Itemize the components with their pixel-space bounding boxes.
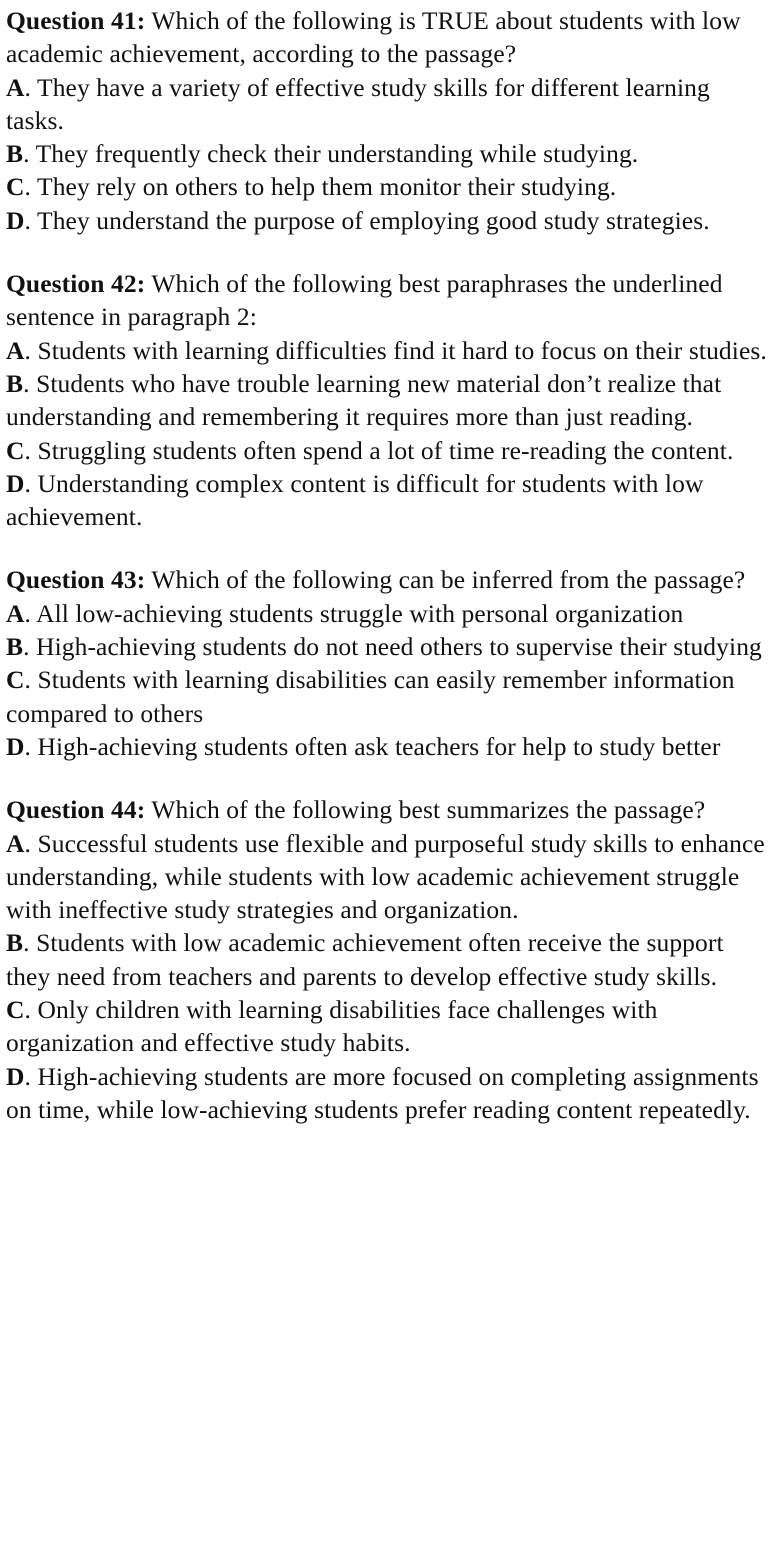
option-d: D. High-achieving students often ask teachers for help to study better (6, 731, 721, 761)
option-letter: C (6, 435, 25, 465)
option-letter: D (6, 205, 25, 235)
question-spacer (6, 237, 771, 267)
option-a: A. They have a variety of effective study skills for different learning tasks. (6, 72, 710, 135)
question-stem (6, 563, 771, 596)
question-44 (6, 793, 771, 1126)
option-d: D. They understand the purpose of employing good study strategies. (6, 205, 710, 235)
option-letter: B (6, 632, 24, 662)
question-text: Which of the following best paraphrases the underlined sentence in paragraph 2: (6, 269, 723, 332)
question-41 (6, 4, 771, 237)
option-c: C. Struggling students often spend a lot of time re-reading the content. (6, 435, 734, 465)
option-letter: B (6, 368, 24, 398)
option-text: Students who have trouble learning new material don’t realize that understanding and remembering it requires more than just reading. (6, 368, 722, 432)
option-letter: A (6, 598, 25, 628)
option-text: Only children with learning disabilities face challenges with organization and effective study habits. (6, 995, 658, 1058)
option-letter: D (6, 1061, 25, 1091)
option-text: High-achieving students are more focused on completing assignments on time, while low-achieving students prefer reading content repeatedly. (6, 1061, 759, 1124)
option-letter: A (6, 828, 25, 858)
option-c: C. They rely on others to help them monitor their studying. (6, 172, 617, 202)
option-text: They frequently check their understanding while studying. (35, 139, 639, 169)
option-c: C. Only children with learning disabilities face challenges with organization and effective study habits. (6, 995, 658, 1058)
question-text: Which of the following can be inferred from the passage? (151, 565, 746, 595)
question-text: Which of the following best summarizes the passage? (151, 795, 706, 825)
question-label: Question 42: (6, 269, 146, 299)
option-text: Successful students use flexible and purposeful study skills to enhance understanding, while students with low academic achievement struggle with ineffective study strategies and organization. (6, 828, 765, 925)
option-letter: B (6, 928, 24, 958)
question-label: Question 43: (6, 565, 146, 595)
question-list (6, 4, 771, 1126)
option-letter: C (6, 995, 25, 1025)
option-text: They understand the purpose of employing good study strategies. (37, 205, 710, 235)
option-letter: D (6, 731, 25, 761)
option-text: Understanding complex content is difficult for students with low achievement. (6, 468, 704, 532)
question-text: Which of the following is TRUE about students with low academic achievement, according to the passage? (6, 6, 741, 69)
option-a: A. Students with learning difficulties find it hard to focus on their studies. (6, 335, 767, 365)
option-letter: C (6, 665, 25, 695)
option-text: High-achieving students often ask teachers for help to study better (37, 731, 721, 761)
option-letter: B (6, 139, 24, 169)
option-text: All low-achieving students struggle with personal organization (36, 598, 684, 628)
option-letter: A (6, 335, 25, 365)
option-text: Students with low academic achievement often receive the support they need from teachers and parents to develop effective study skills. (6, 928, 724, 991)
question-label: Question 41: (6, 6, 146, 35)
question-43 (6, 563, 771, 763)
question-label: Question 44: (6, 795, 146, 825)
option-letter: D (6, 468, 25, 498)
option-text: High-achieving students do not need others to supervise their studying (36, 632, 762, 662)
option-letter: C (6, 172, 25, 202)
question-42 (6, 267, 771, 533)
question-stem (6, 793, 771, 826)
option-letter: A (6, 72, 25, 102)
option-d: D. Understanding complex content is difficult for students with low achievement. (6, 468, 704, 532)
question-stem (6, 4, 771, 71)
option-text: Struggling students often spend a lot of time re-reading the content. (37, 435, 734, 465)
option-b: B. Students with low academic achievement often receive the support they need from teachers and parents to develop effective study skills. (6, 928, 724, 991)
option-a: A. Successful students use flexible and purposeful study skills to enhance understanding, while students with low academic achievement struggle with ineffective study strategies and organization. (6, 828, 765, 925)
option-b: B. High-achieving students do not need others to supervise their studying (6, 632, 762, 662)
option-a: A. All low-achieving students struggle with personal organization (6, 598, 684, 628)
option-text: They rely on others to help them monitor their studying. (37, 172, 617, 202)
option-c: C. Students with learning disabilities can easily remember information compared to others (6, 665, 735, 728)
option-text: They have a variety of effective study skills for different learning tasks. (6, 72, 710, 135)
option-b: B. They frequently check their understanding while studying. (6, 139, 639, 169)
question-spacer (6, 533, 771, 563)
option-b: B. Students who have trouble learning new material don’t realize that understanding and remembering it requires more than just reading. (6, 368, 722, 432)
question-spacer (6, 763, 771, 793)
question-stem (6, 267, 771, 334)
option-d: D. High-achieving students are more focused on completing assignments on time, while low-achieving students prefer reading content repeatedly. (6, 1061, 759, 1124)
option-text: Students with learning difficulties find it hard to focus on their studies. (37, 335, 767, 365)
option-text: Students with learning disabilities can easily remember information compared to others (6, 665, 735, 728)
